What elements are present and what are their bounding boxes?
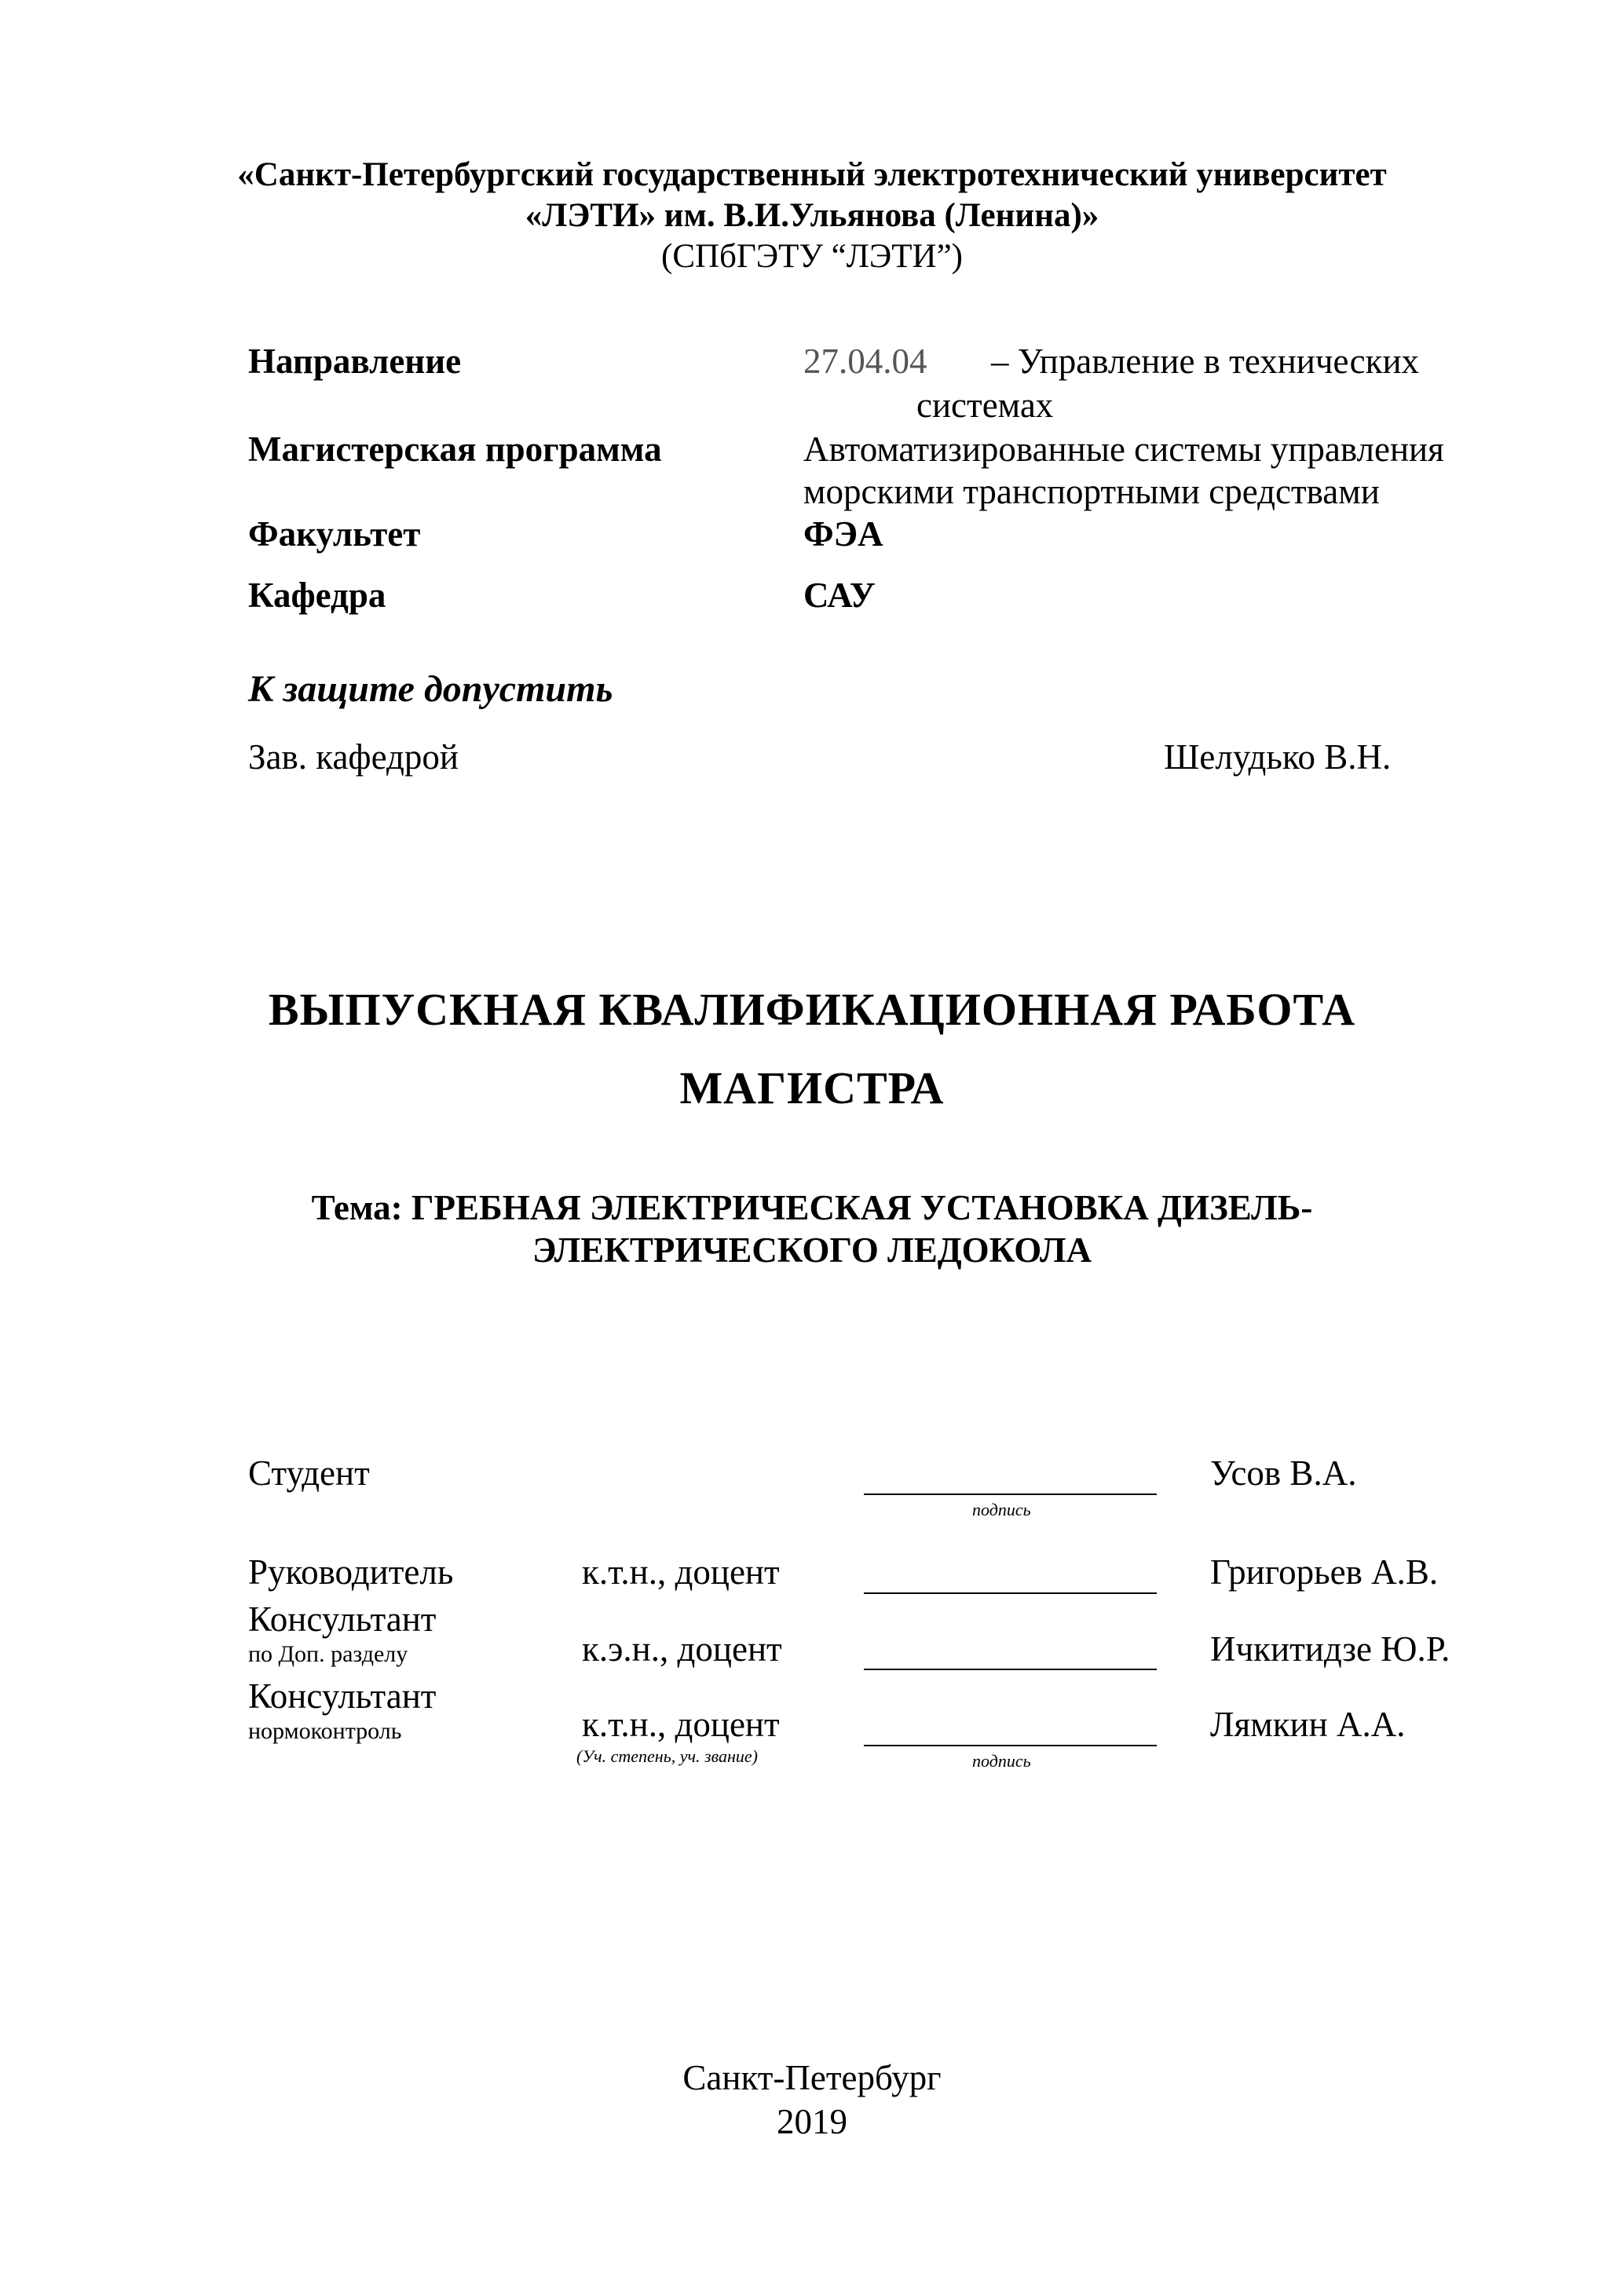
- program-value-line2: морскими транспортными средствами: [803, 472, 1380, 511]
- department-value: САУ: [803, 576, 876, 615]
- direction-value-line2: системах: [916, 386, 1054, 425]
- university-abbr: (СПбГЭТУ “ЛЭТИ”): [661, 238, 963, 275]
- student-signature-caption: подпись: [972, 1500, 1031, 1519]
- university-name-line1: «Санкт-Петербургский государственный электротехнический университет: [237, 156, 1387, 193]
- head-of-department-name: Шелудько В.Н.: [1164, 737, 1392, 777]
- consultant1-sub: по Доп. разделу: [248, 1641, 408, 1667]
- consultant1-label: Консультант: [248, 1600, 437, 1639]
- footer-year: 2019: [777, 2102, 847, 2141]
- student-name: Усов В.А.: [1210, 1453, 1357, 1493]
- supervisor-name: Григорьев А.В.: [1210, 1552, 1439, 1592]
- consultant2-degree: к.т.н., доцент: [582, 1705, 780, 1744]
- supervisor-signature-line: [864, 1592, 1157, 1594]
- theme-line2: ЭЛЕКТРИЧЕСКОГО ЛЕДОКОЛА: [532, 1230, 1092, 1270]
- consultant1-degree: к.э.н., доцент: [582, 1629, 782, 1669]
- document-title-line2: МАГИСТРА: [679, 1062, 945, 1113]
- consultant1-signature-line: [864, 1669, 1157, 1670]
- university-name-line2: «ЛЭТИ» им. В.И.Ульянова (Ленина)»: [525, 197, 1099, 234]
- consultant2-signature-caption: подпись: [972, 1751, 1031, 1771]
- consultant2-name: Лямкин А.А.: [1210, 1705, 1406, 1744]
- consultant2-signature-line: [864, 1745, 1157, 1746]
- head-of-department-label: Зав. кафедрой: [248, 737, 459, 777]
- footer-city: Санкт-Петербург: [682, 2058, 942, 2097]
- supervisor-label: Руководитель: [248, 1552, 454, 1592]
- program-value-line1: Автоматизированные системы управления: [803, 430, 1444, 469]
- consultant2-label: Консультант: [248, 1676, 437, 1716]
- consultant2-sub: нормоконтроль: [248, 1718, 402, 1744]
- consultant1-name: Ичкитидзе Ю.Р.: [1210, 1629, 1450, 1669]
- student-label: Студент: [248, 1453, 370, 1493]
- program-label: Магистерская программа: [248, 430, 662, 469]
- admission-heading: К защите допустить: [248, 668, 613, 710]
- student-signature-line: [864, 1493, 1157, 1495]
- faculty-label: Факультет: [248, 514, 421, 554]
- direction-label: Направление: [248, 342, 462, 381]
- degree-caption: (Уч. степень, уч. звание): [576, 1746, 758, 1766]
- document-title-line1: ВЫПУСКНАЯ КВАЛИФИКАЦИОННАЯ РАБОТА: [268, 984, 1356, 1035]
- faculty-value: ФЭА: [803, 514, 883, 554]
- supervisor-degree: к.т.н., доцент: [582, 1552, 780, 1592]
- theme-line1: Тема: ГРЕБНАЯ ЭЛЕКТРИЧЕСКАЯ УСТАНОВКА ДИЗЕЛЬ-: [311, 1188, 1313, 1227]
- direction-code: 27.04.04: [803, 342, 927, 381]
- direction-value-line1: – Управление в технических: [991, 342, 1420, 381]
- department-label: Кафедра: [248, 576, 386, 615]
